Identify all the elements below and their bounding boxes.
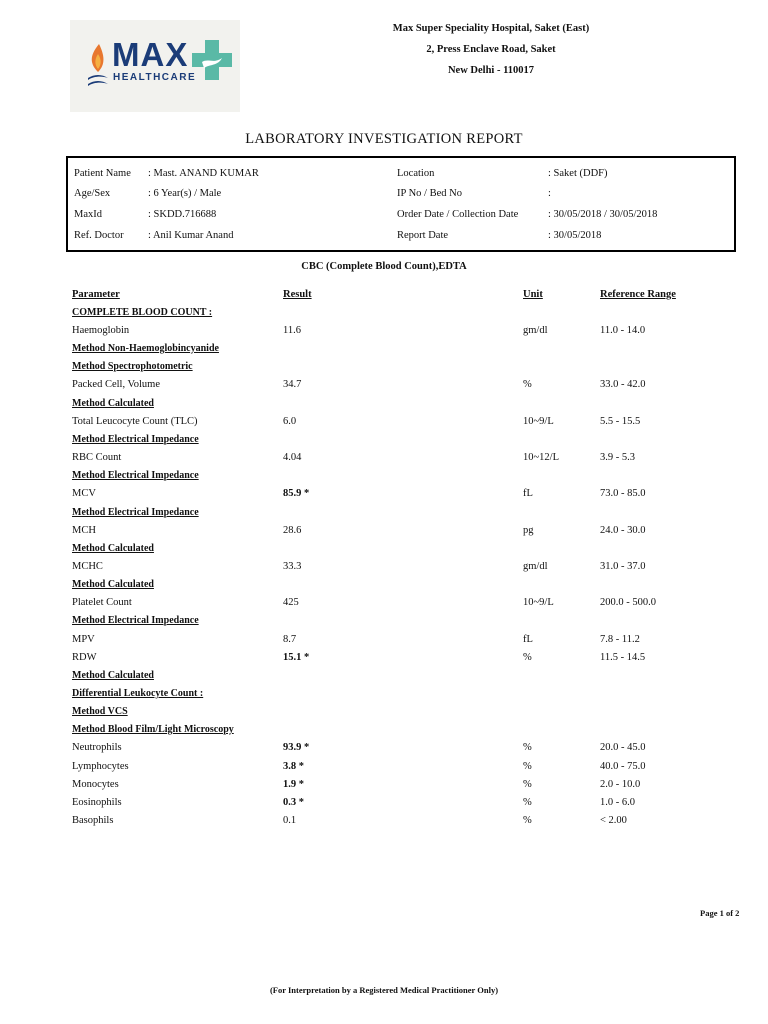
order-date-value: : 30/05/2018 / 30/05/2018 (548, 209, 658, 220)
parameter-cell: Eosinophils (72, 797, 122, 808)
result-cell: 4.04 (283, 452, 302, 463)
unit-cell: gm/dl (523, 325, 548, 336)
unit-cell: % (523, 652, 532, 663)
result-cell: 425 (283, 597, 299, 608)
result-cell: 33.3 (283, 561, 302, 572)
result-cell: 15.1 * (283, 652, 310, 663)
result-cell: 8.7 (283, 634, 297, 645)
ref-doctor-value: : Anil Kumar Anand (148, 230, 234, 241)
result-cell: 1.9 * (283, 779, 304, 790)
method-note: Method Electrical Impedance (72, 434, 199, 445)
page-number: Page 1 of 2 (700, 908, 740, 918)
unit-cell: 10~12/L (523, 452, 560, 463)
reference-range-cell: 20.0 - 45.0 (600, 742, 646, 753)
hospital-name: Max Super Speciality Hospital, Saket (East) (392, 23, 590, 34)
ref-doctor-label: Ref. Doctor (74, 230, 124, 241)
unit-cell: pg (523, 525, 534, 536)
unit-cell: % (523, 797, 532, 808)
reference-range-cell: 1.0 - 6.0 (600, 797, 635, 808)
parameter-cell: MPV (72, 634, 95, 645)
result-cell: 0.3 * (283, 797, 304, 808)
unit-cell: fL (523, 488, 533, 499)
reference-range-cell: 2.0 - 10.0 (600, 779, 641, 790)
unit-cell: gm/dl (523, 561, 548, 572)
method-note: Method Calculated (72, 579, 154, 590)
unit-cell: % (523, 779, 532, 790)
reference-range-cell: 7.8 - 11.2 (600, 634, 640, 645)
result-cell: 34.7 (283, 379, 302, 390)
report-date-label: Report Date (397, 230, 449, 241)
hospital-address: 2, Press Enclave Road, Saket (426, 44, 556, 55)
method-note: Differential Leukocyte Count : (72, 688, 204, 699)
result-cell: 28.6 (283, 525, 302, 536)
method-note: Method Non-Haemoglobincyanide (72, 343, 219, 354)
reference-range-cell: 11.0 - 14.0 (600, 325, 646, 336)
reference-range-cell: 33.0 - 42.0 (600, 379, 646, 390)
method-note: Method Spectrophotometric (72, 361, 193, 372)
parameter-cell: Packed Cell, Volume (72, 379, 160, 390)
patient-name-value: : Mast. ANAND KUMAR (148, 168, 259, 179)
report-title: LABORATORY INVESTIGATION REPORT (245, 131, 523, 147)
hospital-city: New Delhi - 110017 (447, 65, 535, 76)
logo-subtitle: HEALTHCARE (113, 72, 197, 83)
result-cell: 6.0 (283, 416, 297, 427)
parameter-cell: RDW (72, 652, 97, 663)
parameter-cell: Total Leucocyte Count (TLC) (72, 416, 198, 427)
reference-range-cell: 5.5 - 15.5 (600, 416, 641, 427)
column-header-range: Reference Range (600, 289, 676, 300)
method-note: Method Calculated (72, 398, 154, 409)
unit-cell: 10~9/L (523, 416, 554, 427)
method-note: Method Calculated (72, 543, 154, 554)
patient-name-label: Patient Name (74, 168, 131, 179)
reference-range-cell: < 2.00 (600, 815, 627, 826)
parameter-cell: MCV (72, 488, 96, 499)
method-note: Method Electrical Impedance (72, 615, 199, 626)
unit-cell: 10~9/L (523, 597, 554, 608)
parameter-cell: MCHC (72, 561, 103, 572)
result-cell: 3.8 * (283, 761, 304, 772)
unit-cell: % (523, 815, 532, 826)
method-note: Method VCS (72, 706, 128, 717)
column-header-result: Result (283, 289, 312, 300)
method-note: Method Calculated (72, 670, 154, 681)
parameter-cell: Haemoglobin (72, 325, 130, 336)
parameter-cell: RBC Count (72, 452, 122, 463)
logo-brand: MAX (112, 36, 189, 73)
location-label: Location (397, 168, 435, 179)
reference-range-cell: 40.0 - 75.0 (600, 761, 646, 772)
reference-range-cell: 31.0 - 37.0 (600, 561, 646, 572)
reference-range-cell: 24.0 - 30.0 (600, 525, 646, 536)
report-date-value: : 30/05/2018 (548, 230, 602, 241)
section-heading: COMPLETE BLOOD COUNT : (72, 307, 213, 318)
age-sex-value: : 6 Year(s) / Male (148, 188, 222, 199)
method-note: Method Blood Film/Light Microscopy (72, 724, 234, 735)
parameter-cell: Platelet Count (72, 597, 132, 608)
method-note: Method Electrical Impedance (72, 507, 199, 518)
unit-cell: % (523, 742, 532, 753)
ip-bed-label: IP No / Bed No (397, 188, 462, 199)
parameter-cell: Neutrophils (72, 742, 122, 753)
result-cell: 11.6 (283, 325, 301, 336)
reference-range-cell: 200.0 - 500.0 (600, 597, 656, 608)
parameter-cell: Lymphocytes (72, 761, 129, 772)
maxid-label: MaxId (74, 209, 102, 220)
test-title: CBC (Complete Blood Count),EDTA (301, 261, 467, 272)
result-cell: 85.9 * (283, 488, 310, 499)
result-cell: 0.1 (283, 815, 297, 826)
unit-cell: % (523, 761, 532, 772)
parameter-cell: Monocytes (72, 779, 119, 790)
unit-cell: % (523, 379, 532, 390)
location-value: : Saket (DDF) (548, 168, 608, 179)
order-date-label: Order Date / Collection Date (397, 209, 519, 220)
parameter-cell: Basophils (72, 815, 114, 826)
column-header-unit: Unit (523, 289, 543, 300)
column-header-parameter: Parameter (72, 289, 120, 300)
unit-cell: fL (523, 634, 533, 645)
age-sex-label: Age/Sex (74, 188, 111, 199)
parameter-cell: MCH (72, 525, 96, 536)
reference-range-cell: 11.5 - 14.5 (600, 652, 646, 663)
reference-range-cell: 3.9 - 5.3 (600, 452, 635, 463)
maxid-value: : SKDD.716688 (148, 209, 217, 220)
result-cell: 93.9 * (283, 742, 310, 753)
method-note: Method Electrical Impedance (72, 470, 199, 481)
footer-note: (For Interpretation by a Registered Medical Practitioner Only) (269, 985, 499, 995)
ip-bed-value: : (548, 188, 551, 199)
reference-range-cell: 73.0 - 85.0 (600, 488, 646, 499)
